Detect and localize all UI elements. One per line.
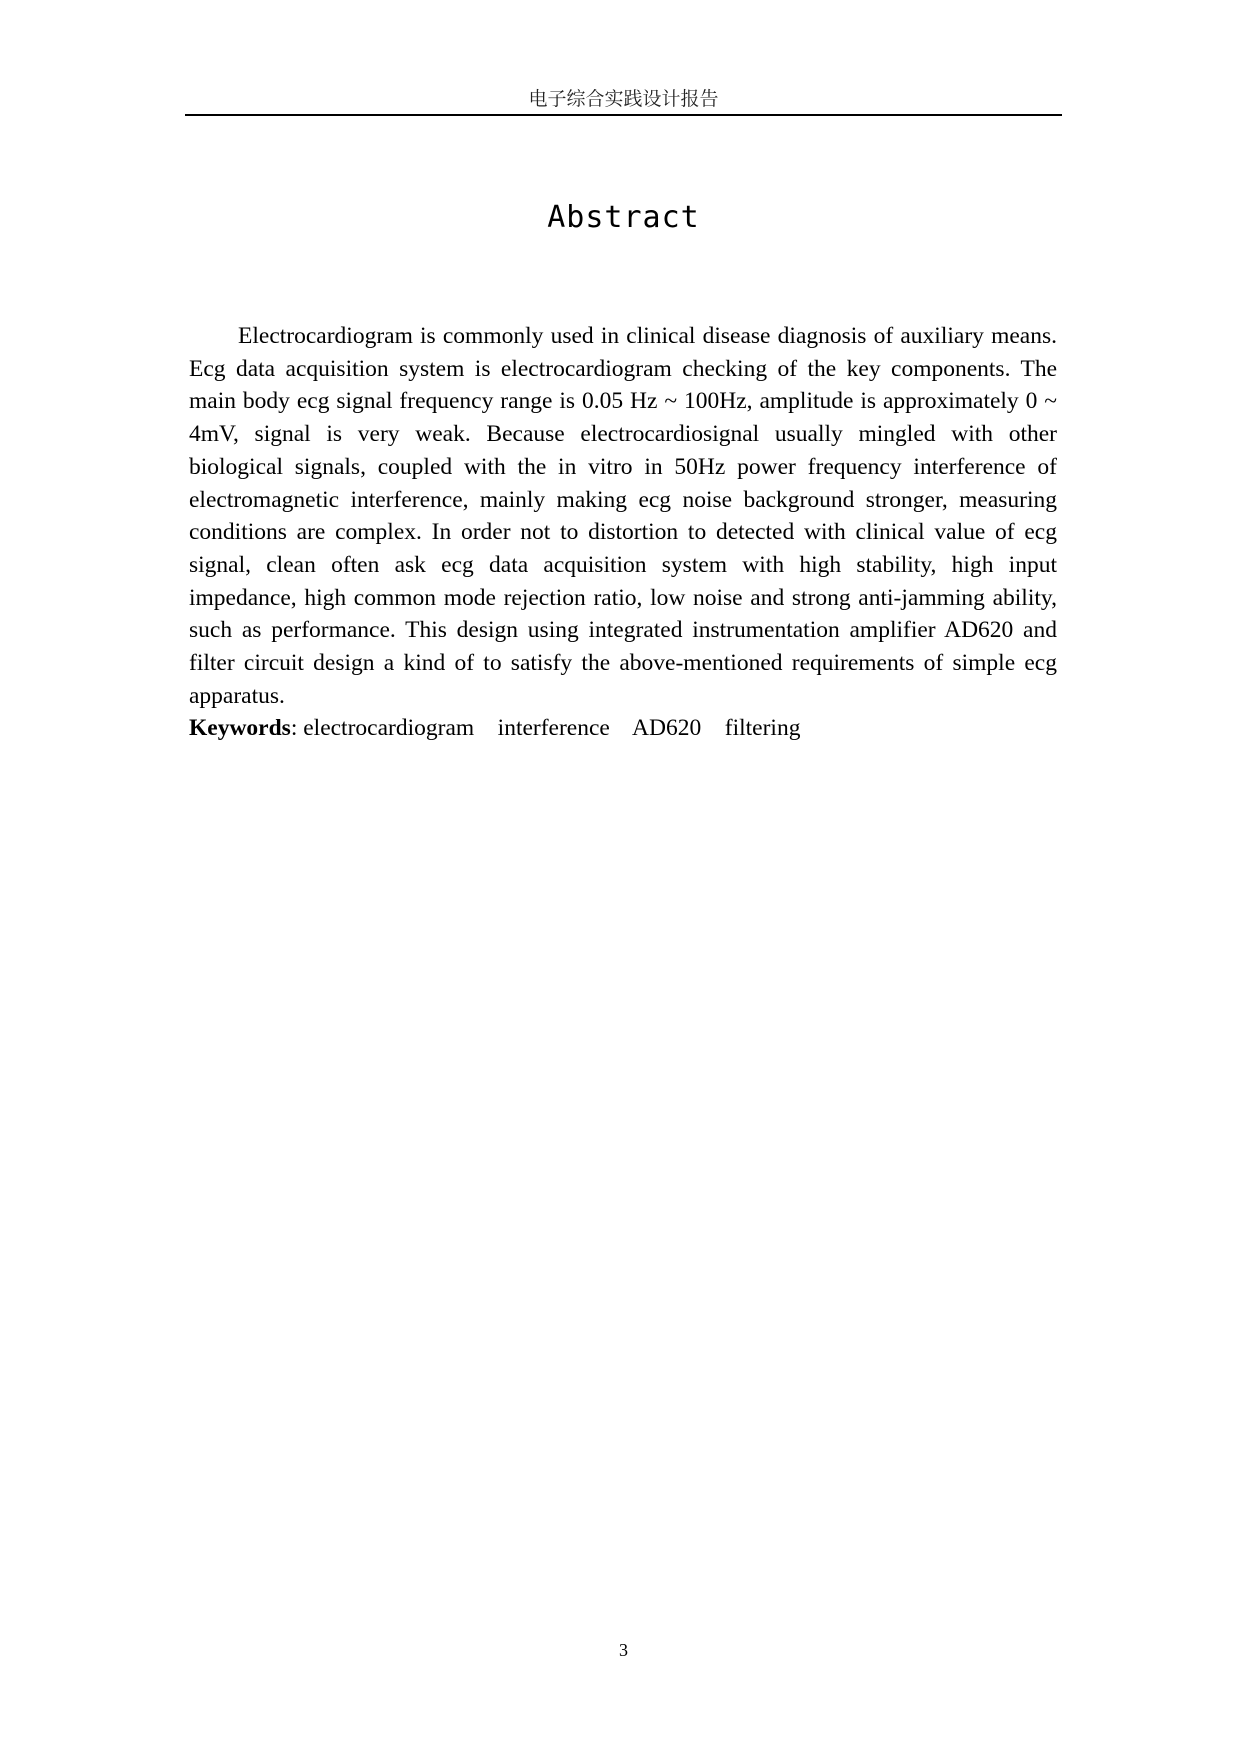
keywords-terms: electrocardiogram interference AD620 filtering	[303, 715, 801, 742]
page-number: 3	[619, 1640, 628, 1660]
page-title: Abstract	[547, 200, 700, 235]
abstract-paragraph: Electrocardiogram is commonly used in clinical disease diagnosis of auxiliary means. Ecg data acquisition system is electrocardiogram checking of the key components. The main body ecg signal frequency range is 0.05 Hz ~ 100Hz, amplitude is approximately 0 ~ 4mV, signal is very weak. Because electrocardiosignal usually mingled with other biological signals, coupled with the in vitro in 50Hz power frequency interference of electromagnetic interference, mainly making ecg noise background stronger, measuring conditions are complex. In order not to distortion to detected with clinical value of ecg signal, clean often ask ecg data acquisition system with high stability, high input impedance, high common mode rejection ratio, low noise and strong anti-jamming ability, such as performance. This design using integrated instrumentation amplifier AD620 and filter circuit design a kind of to satisfy the above-mentioned requirements of simple ecg apparatus.	[189, 323, 1057, 709]
abstract-body	[189, 320, 1057, 745]
running-header: 电子综合实践设计报告	[528, 89, 719, 110]
header-rule	[185, 114, 1062, 116]
keywords-separator: :	[290, 715, 304, 742]
keywords-label: Keywords	[189, 715, 291, 742]
keywords-line	[189, 712, 1057, 745]
